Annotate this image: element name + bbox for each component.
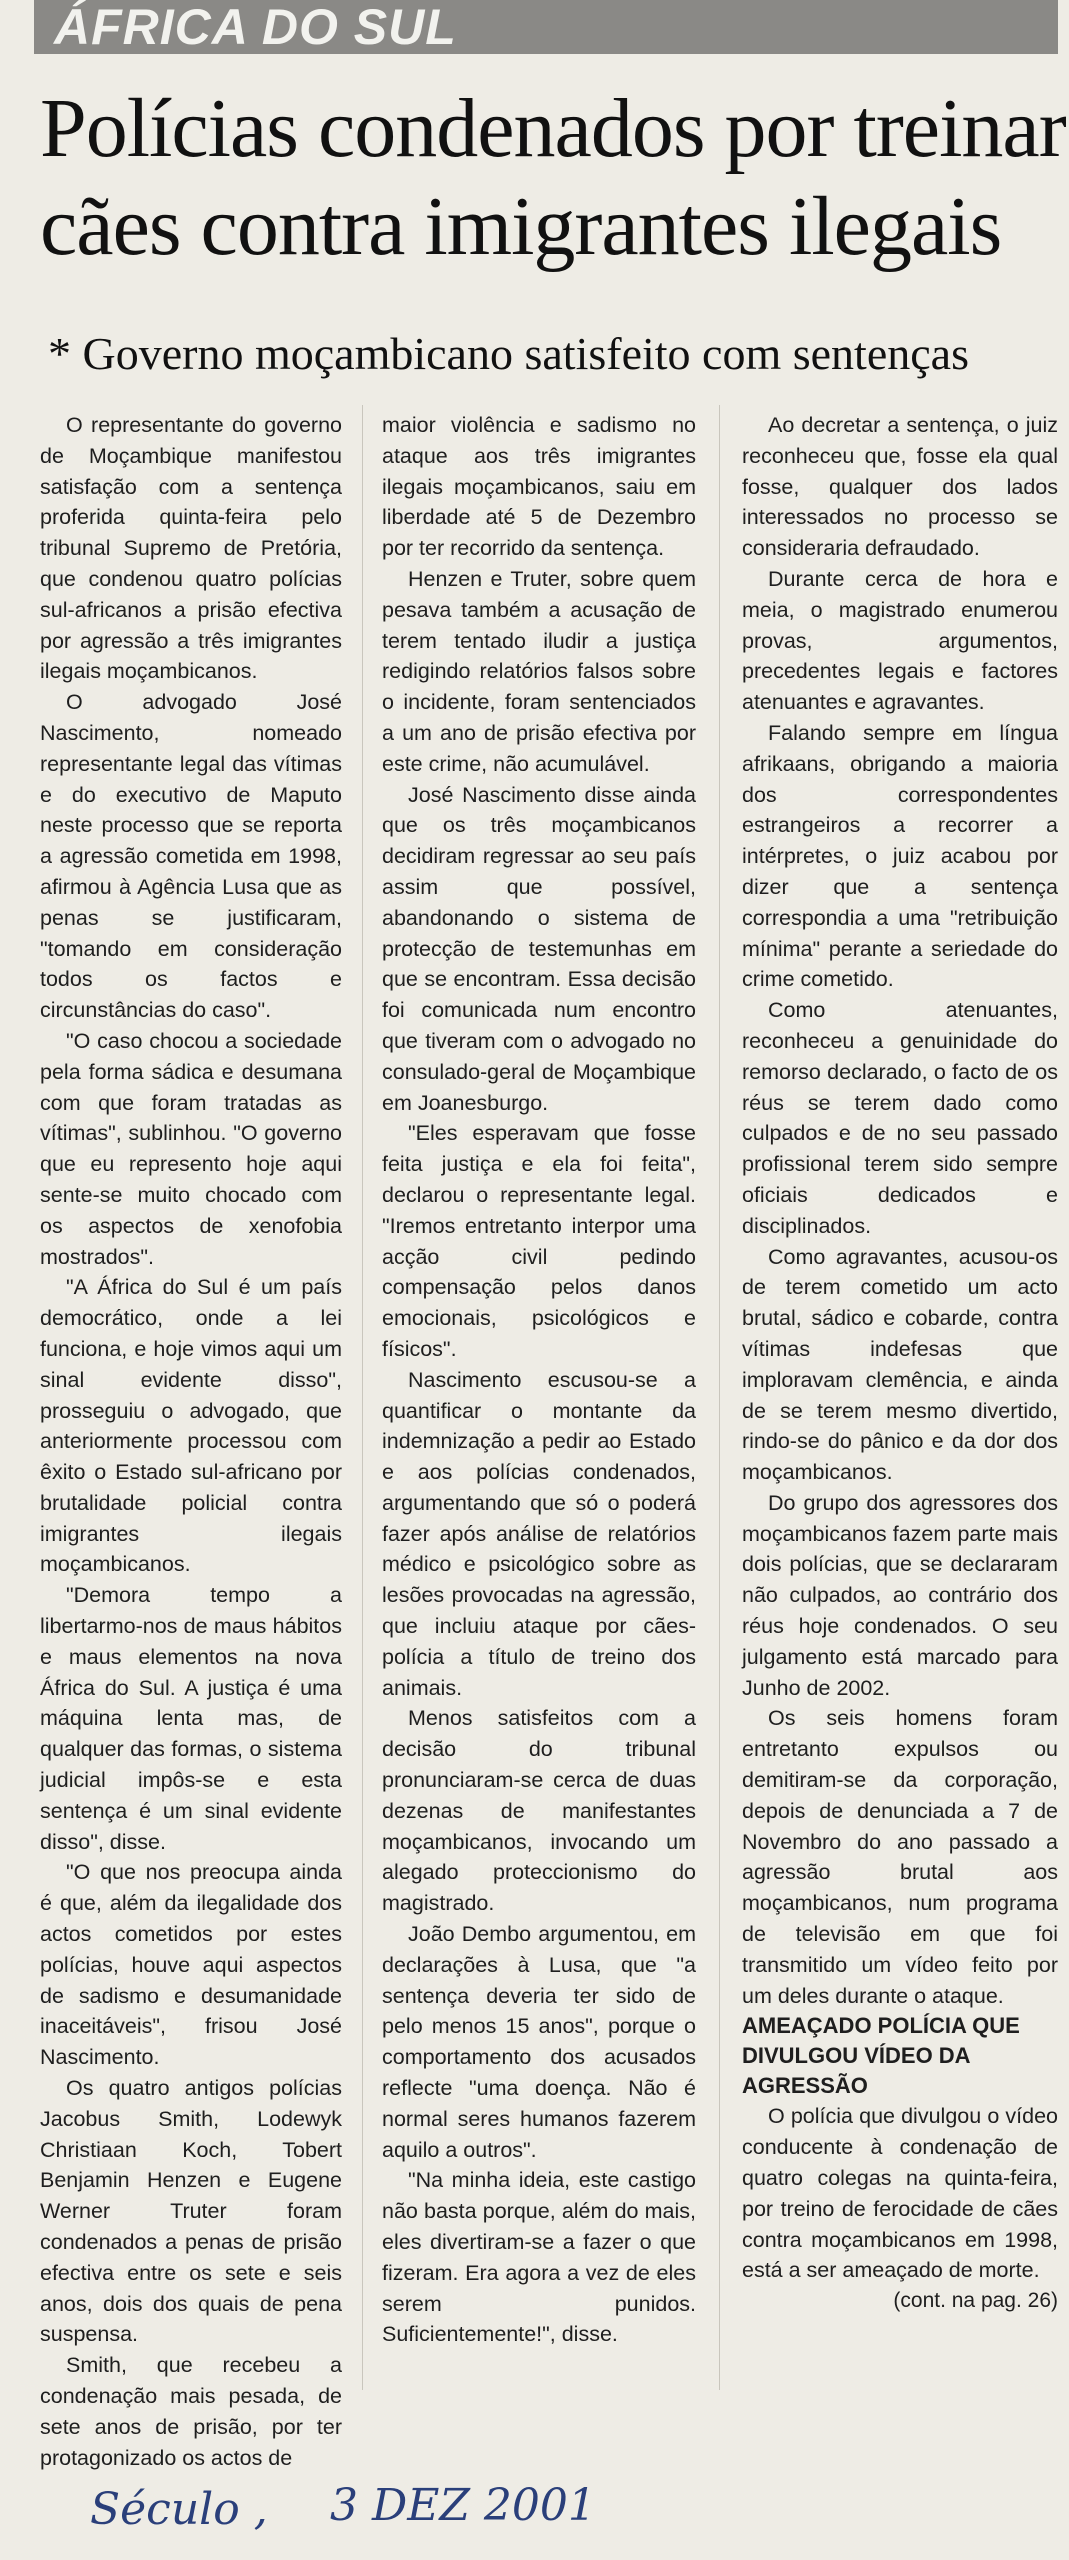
headline-line-2: cães contra imigrantes ilegais (40, 180, 1002, 273)
column-divider (362, 405, 363, 2390)
paragraph: O polícia que divulgou o vídeo conducente à condenação de quatro colegas na quinta-feira, por treino de ferocidade de cães contra moçambicanos em 1998, está a ser ameaçado de morte. (742, 2104, 1058, 2283)
section-label: ÁFRICA DO SUL (54, 0, 457, 55)
paragraph: Os seis homens foram entretanto expulsos ou demitiram-se da corporação, depois de denunciada a 7 de Novembro do ano passado a agressão brutal aos moçambicanos, num programa de televisão em que foi transmitido um vídeo feito por um deles durante o ataque. (742, 1706, 1058, 2008)
headline-line-1: Polícias condenados por treinar (40, 82, 1066, 175)
paragraph: Do grupo dos agressores dos moçambicanos fazem parte mais dois polícias, que se declararam não culpados, ao contrário dos réus hoje condenados. O seu julgamento está marcado para Junho de 2002. (742, 1490, 1058, 1700)
paragraph: Como agravantes, acusou-os de terem cometido um acto brutal, sádico e cobarde, contra vítimas indefesas que imploravam clemência, e ainda de se terem mesmo divertido, rindo-se do pânico e da dor dos moçambicanos. (742, 1244, 1058, 1485)
paragraph: O advogado José Nascimento, nomeado representante legal das vítimas e do executivo de Maputo neste processo que se reporta a agressão cometida em 1998, afirmou à Agência Lusa que as penas se justificaram, "tomando em consideração todos os factos e circunstâncias do caso". (40, 690, 342, 1023)
handwritten-date: 3 DEZ 2001 (330, 2480, 596, 2531)
article-column-1 (40, 410, 342, 2473)
paragraph: "Na minha ideia, este castigo não basta porque, além do mais, eles divertiram-se a fazer o que fizeram. Era agora a vez de eles serem punidos. Suficientemente!", disse. (382, 2168, 696, 2347)
paragraph: "A África do Sul é um país democrático, onde a lei funciona, e hoje vimos aqui um sinal evidente disso", prosseguiu o advogado, que anteriormente processou com êxito o Estado sul-africano por brutalidade policial contra imigrantes ilegais moçambicanos. (40, 1275, 342, 1577)
paragraph: "Eles esperavam que fosse feita justiça e ela foi feita", declarou o representante legal. "Iremos entretanto interpor uma acção civil pedindo compensação pelos danos emocionais, psicológicos e físicos". (382, 1121, 696, 1361)
paragraph: Durante cerca de hora e meia, o magistrado enumerou provas, argumentos, precedentes legais e factores atenuantes e agravantes. (742, 566, 1058, 715)
paragraph: O representante do governo de Moçambique manifestou satisfação com a sentença proferida quinta-feira pelo tribunal Supremo de Pretória, que condenou quatro polícias sul-africanos a prisão efectiva por agressão a três imigrantes ilegais moçambicanos. (40, 413, 342, 684)
paragraph: Menos satisfeitos com a decisão do tribunal pronunciaram-se cerca de duas dezenas de manifestantes moçambicanos, invocando um alegado proteccionismo do magistrado. (382, 1706, 696, 1916)
article-column-3 (742, 410, 1058, 2317)
paragraph: Como atenuantes, reconheceu a genuinidade do remorso declarado, o facto de os réus se terem dado como culpados e de no seu passado profissional terem sido sempre oficiais dedicados e disciplinados. (742, 998, 1058, 1238)
paragraph: "Demora tempo a libertarmo-nos de maus hábitos e maus elementos na nova África do Sul. A justiça é uma máquina lenta mas, de qualquer das formas, o sistema judicial impôs-se e esta sentença é um sinal evidente disso", disse. (40, 1583, 342, 1854)
article-column-2 (382, 410, 696, 2350)
paragraph: José Nascimento disse ainda que os três moçambicanos decidiram regressar ao seu país assim que possível, abandonando o sistema de protecção de testemunhas em que se encontram. Essa decisão foi comunicada num encontro que tiveram com o advogado no consulado-geral de Moçambique em Joanesburgo. (382, 782, 696, 1115)
continuation-note: (cont. na pag. 26) (893, 2289, 1058, 2313)
paragraph: "O caso chocou a sociedade pela forma sádica e desumana com que foram tratadas as vítimas", sublinhou. "O governo que eu represento hoje aqui sente-se muito chocado com os aspectos de xenofobia mostrados". (40, 1028, 342, 1269)
paragraph: Nascimento escusou-se a quantificar o montante da indemnização a pedir ao Estado e aos polícias condenados, argumentando que só o poderá fazer após análise de relatórios médico e psicológico sobre as lesões provocadas na agressão, que incluiu ataque por cães-polícia a título de treino dos animais. (382, 1367, 696, 1700)
paragraph: Henzen e Truter, sobre quem pesava também a acusação de terem tentado iludir a justiça redigindo relatórios falsos sobre o incidente, foram sentenciados a um ano de prisão efectiva por este crime, não acumulável. (382, 566, 696, 776)
paragraph: Ao decretar a sentença, o juiz reconheceu que, fosse ela qual fosse, qualquer dos lados interessados no processo se consideraria defraudado. (742, 413, 1058, 561)
paragraph: maior violência e sadismo no ataque aos três imigrantes ilegais moçambicanos, saiu em liberdade até 5 de Dezembro por ter recorrido da sentença. (382, 413, 696, 561)
headline (40, 80, 1066, 276)
subheadline: * Governo moçambicano satisfeito com sentenças (48, 328, 969, 379)
section-banner (34, 0, 1058, 54)
handwritten-annotation (90, 2480, 710, 2550)
handwritten-publication: Século , (90, 2484, 268, 2535)
paragraph: Os quatro antigos polícias Jacobus Smith, Lodewyk Christiaan Koch, Tobert Benjamin Henzen e Eugene Werner Truter foram condenados a penas de prisão efectiva entre os sete e seis anos, dois dos quais de pena suspensa. (40, 2076, 342, 2347)
paragraph: "O que nos preocupa ainda é que, além da ilegalidade dos actos cometidos por estes polícias, houve aqui aspectos de sadismo e desumanidade inaceitáveis", frisou José Nascimento. (40, 1860, 342, 2070)
column-divider (719, 405, 720, 2390)
paragraph: Falando sempre em língua afrikaans, obrigando a maioria dos correspondentes estrangeiros a recorrer a intérpretes, o juiz acabou por dizer que a sentença correspondia a uma "retribuição mínima" perante a seriedade do crime cometido. (742, 720, 1058, 992)
section-heading: AMEAÇADO POLÍCIA QUE DIVULGOU VÍDEO DA AGRESSÃO (742, 2013, 1020, 2099)
paragraph: Smith, que recebeu a condenação mais pesada, de sete anos de prisão, por ter protagonizado os actos de (40, 2353, 342, 2470)
paragraph: João Dembo argumentou, em declarações à Lusa, que "a sentença deveria ter sido de pelo menos 15 anos", porque o comportamento dos acusados reflecte "uma doença. Não é normal seres humanos fazerem aquilo a outros". (382, 1922, 696, 2162)
